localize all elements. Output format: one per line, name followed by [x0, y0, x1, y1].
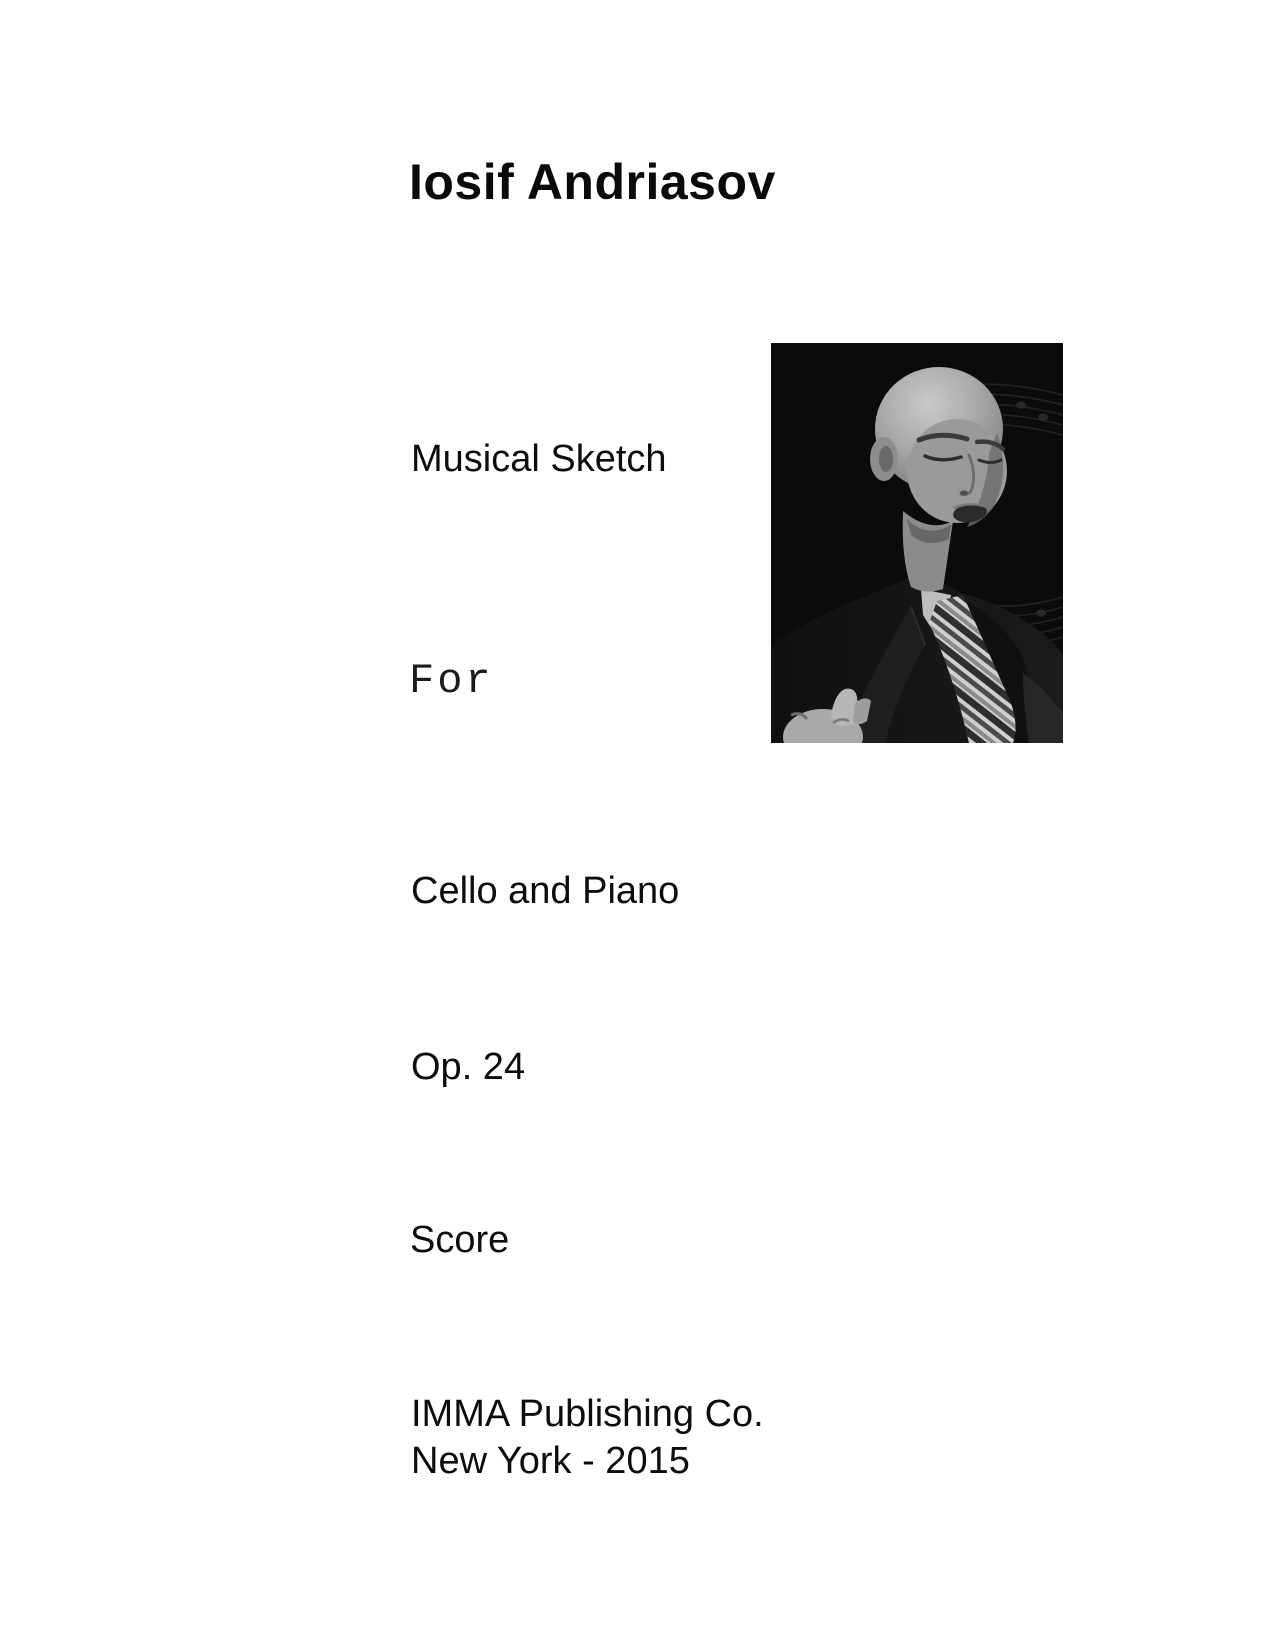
nostril: [960, 490, 968, 495]
composer-portrait-photo: [771, 343, 1063, 743]
publisher-name: IMMA Publishing Co.: [411, 1393, 764, 1435]
publisher-place-year: New York - 2015: [411, 1440, 690, 1482]
publisher-block: [411, 1391, 764, 1485]
composer-portrait-illustration: [771, 343, 1063, 743]
composer-name: Iosif Andriasov: [409, 154, 776, 210]
edition-label: Score: [410, 1219, 510, 1261]
ear-inner: [879, 446, 893, 472]
for-label: For: [409, 657, 494, 705]
work-title: Musical Sketch: [411, 438, 667, 480]
instrumentation: Cello and Piano: [411, 870, 680, 912]
opus-number: Op. 24: [411, 1046, 526, 1088]
